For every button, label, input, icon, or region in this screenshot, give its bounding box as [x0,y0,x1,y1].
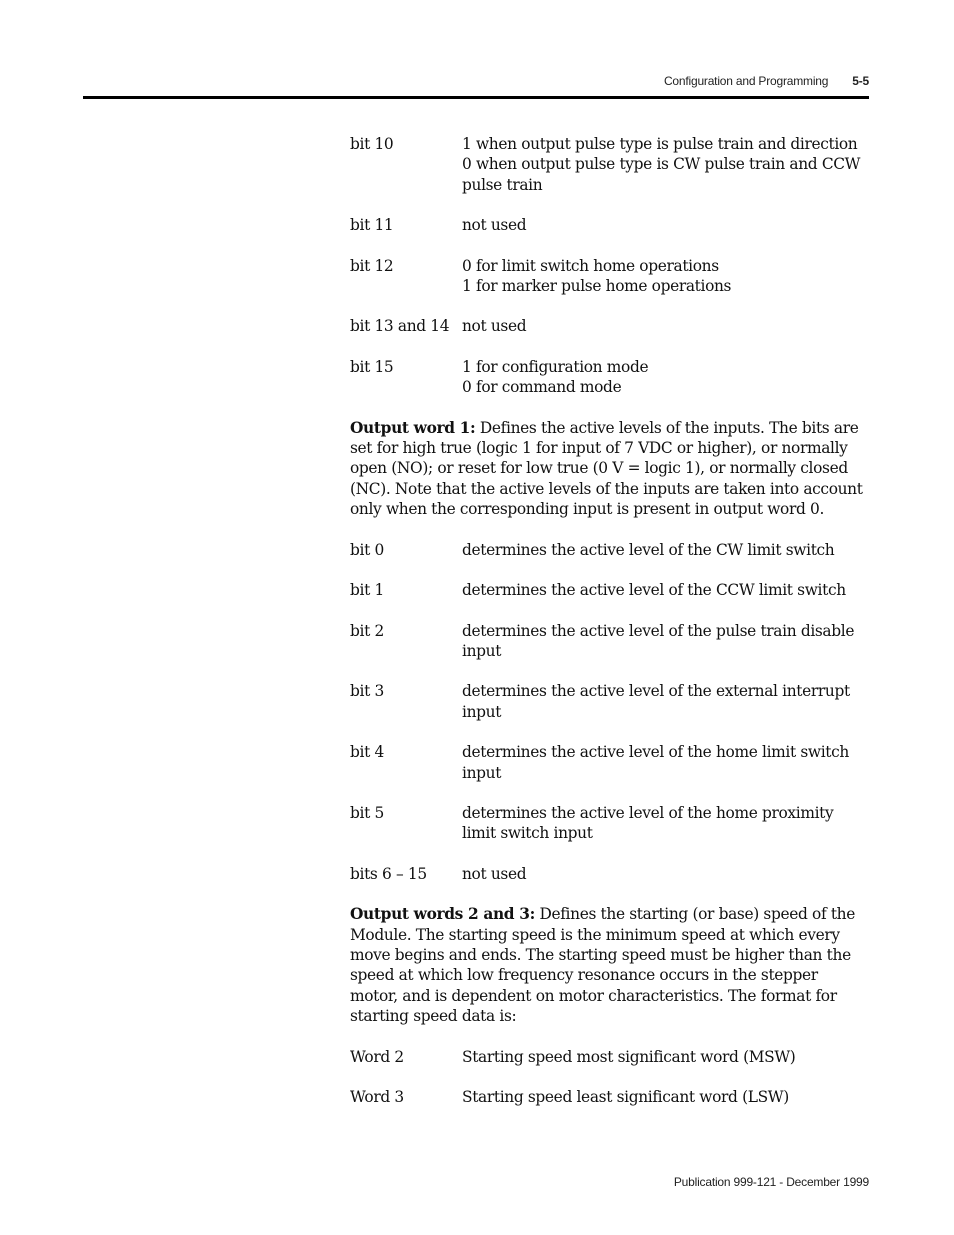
w1-bit-row-3 [350,681,870,722]
output-word-1-heading: Output word 1: [350,418,476,437]
bit-description: determines the active level of the CW limit switch [462,540,835,559]
page-header [664,74,869,88]
bit-label: bit 0 [350,540,384,559]
word-label: Word 3 [350,1088,404,1106]
bit-description [462,357,870,398]
publication-footer: Publication 999-121 - December 1999 [673,1175,869,1189]
bit-label: bits 6 – 15 [350,864,427,883]
bit-label: bit 13 and 14 [350,317,450,336]
w1-bit-row-2 [350,621,870,662]
bit-description: not used [462,864,527,883]
bit-label: bit 1 [350,581,384,600]
word-row-2 [350,1047,870,1067]
bit-description: determines the active level of the CCW limit switch [462,581,846,600]
word-description: Starting speed most significant word (MSW) [462,1047,796,1066]
output-words-2-3-text: Defines the starting (or base) speed of the Module. The starting speed is the minimum speed at which every move begins and ends. The starting speed must be higher than the speed at which low frequency resonance occurs in the stepper motor, and is dependent on motor characteristics. The format for starting speed data is: [350,905,855,1026]
w1-bit-row-1 [350,580,870,600]
bit-label: bit 4 [350,743,384,762]
bit-description-line: 1 for configuration mode [462,357,649,376]
w1-bit-row-0 [350,540,870,560]
bit-description [462,256,870,297]
output-word-1-text: Defines the active levels of the inputs. The bits are set for high true (logic 1 for input of 7 VDC or higher), or normally open (NO); or reset for low true (0 V = logic 1), or normally closed (NC). Note that the active levels of the inputs are taken into account only when the corresponding input is present in output word 0. [350,418,863,519]
bit-row-15 [350,357,870,398]
w1-bit-row-5 [350,803,870,844]
bit-description [462,215,870,235]
bit-description [462,316,870,336]
section-title: Configuration and Programming [663,74,829,88]
bit-description-line: not used [462,216,527,235]
w1-bit-row-4 [350,742,870,783]
bit-label: bit 10 [350,135,394,153]
bit-row-13-14 [350,316,870,336]
bit-description: determines the active level of the external interrupt input [462,682,850,721]
output-words-2-3-heading: Output words 2 and 3: [350,905,535,924]
bit-label: bit 2 [350,621,384,640]
bit-description-line: 0 for limit switch home operations [462,256,719,275]
bit-label: bit 5 [350,803,384,822]
bit-row-10 [350,134,870,195]
bit-description: determines the active level of the home limit switch input [462,743,849,782]
bit-label: bit 12 [350,256,394,275]
bit-description-line: not used [462,317,527,336]
w1-bit-row-6-15 [350,864,870,884]
bit-label: bit 15 [350,357,394,376]
output-words-2-3-paragraph [350,904,870,1026]
bit-description: determines the active level of the home proximity limit switch input [462,803,834,843]
page-body [350,134,870,1127]
bit-row-11 [350,215,870,235]
bit-description-line: 1 when output pulse type is pulse train and direction [462,135,858,153]
bit-description-line: 0 for command mode [462,378,622,397]
bit-label: bit 3 [350,682,384,701]
bit-label: bit 11 [350,216,394,235]
word-label: Word 2 [350,1047,404,1066]
bit-description [462,134,870,195]
word-description: Starting speed least significant word (LSW) [462,1088,789,1106]
output-word-1-paragraph [350,418,870,520]
bit-description-line: 0 when output pulse type is CW pulse train and CCW pulse train [462,155,861,194]
bit-description-line: 1 for marker pulse home operations [462,277,732,296]
page-number: 5-5 [852,74,869,88]
header-rule [83,96,869,99]
bit-description: determines the active level of the pulse train disable input [462,621,855,660]
word-row-3 [350,1087,870,1107]
bit-row-12 [350,256,870,297]
